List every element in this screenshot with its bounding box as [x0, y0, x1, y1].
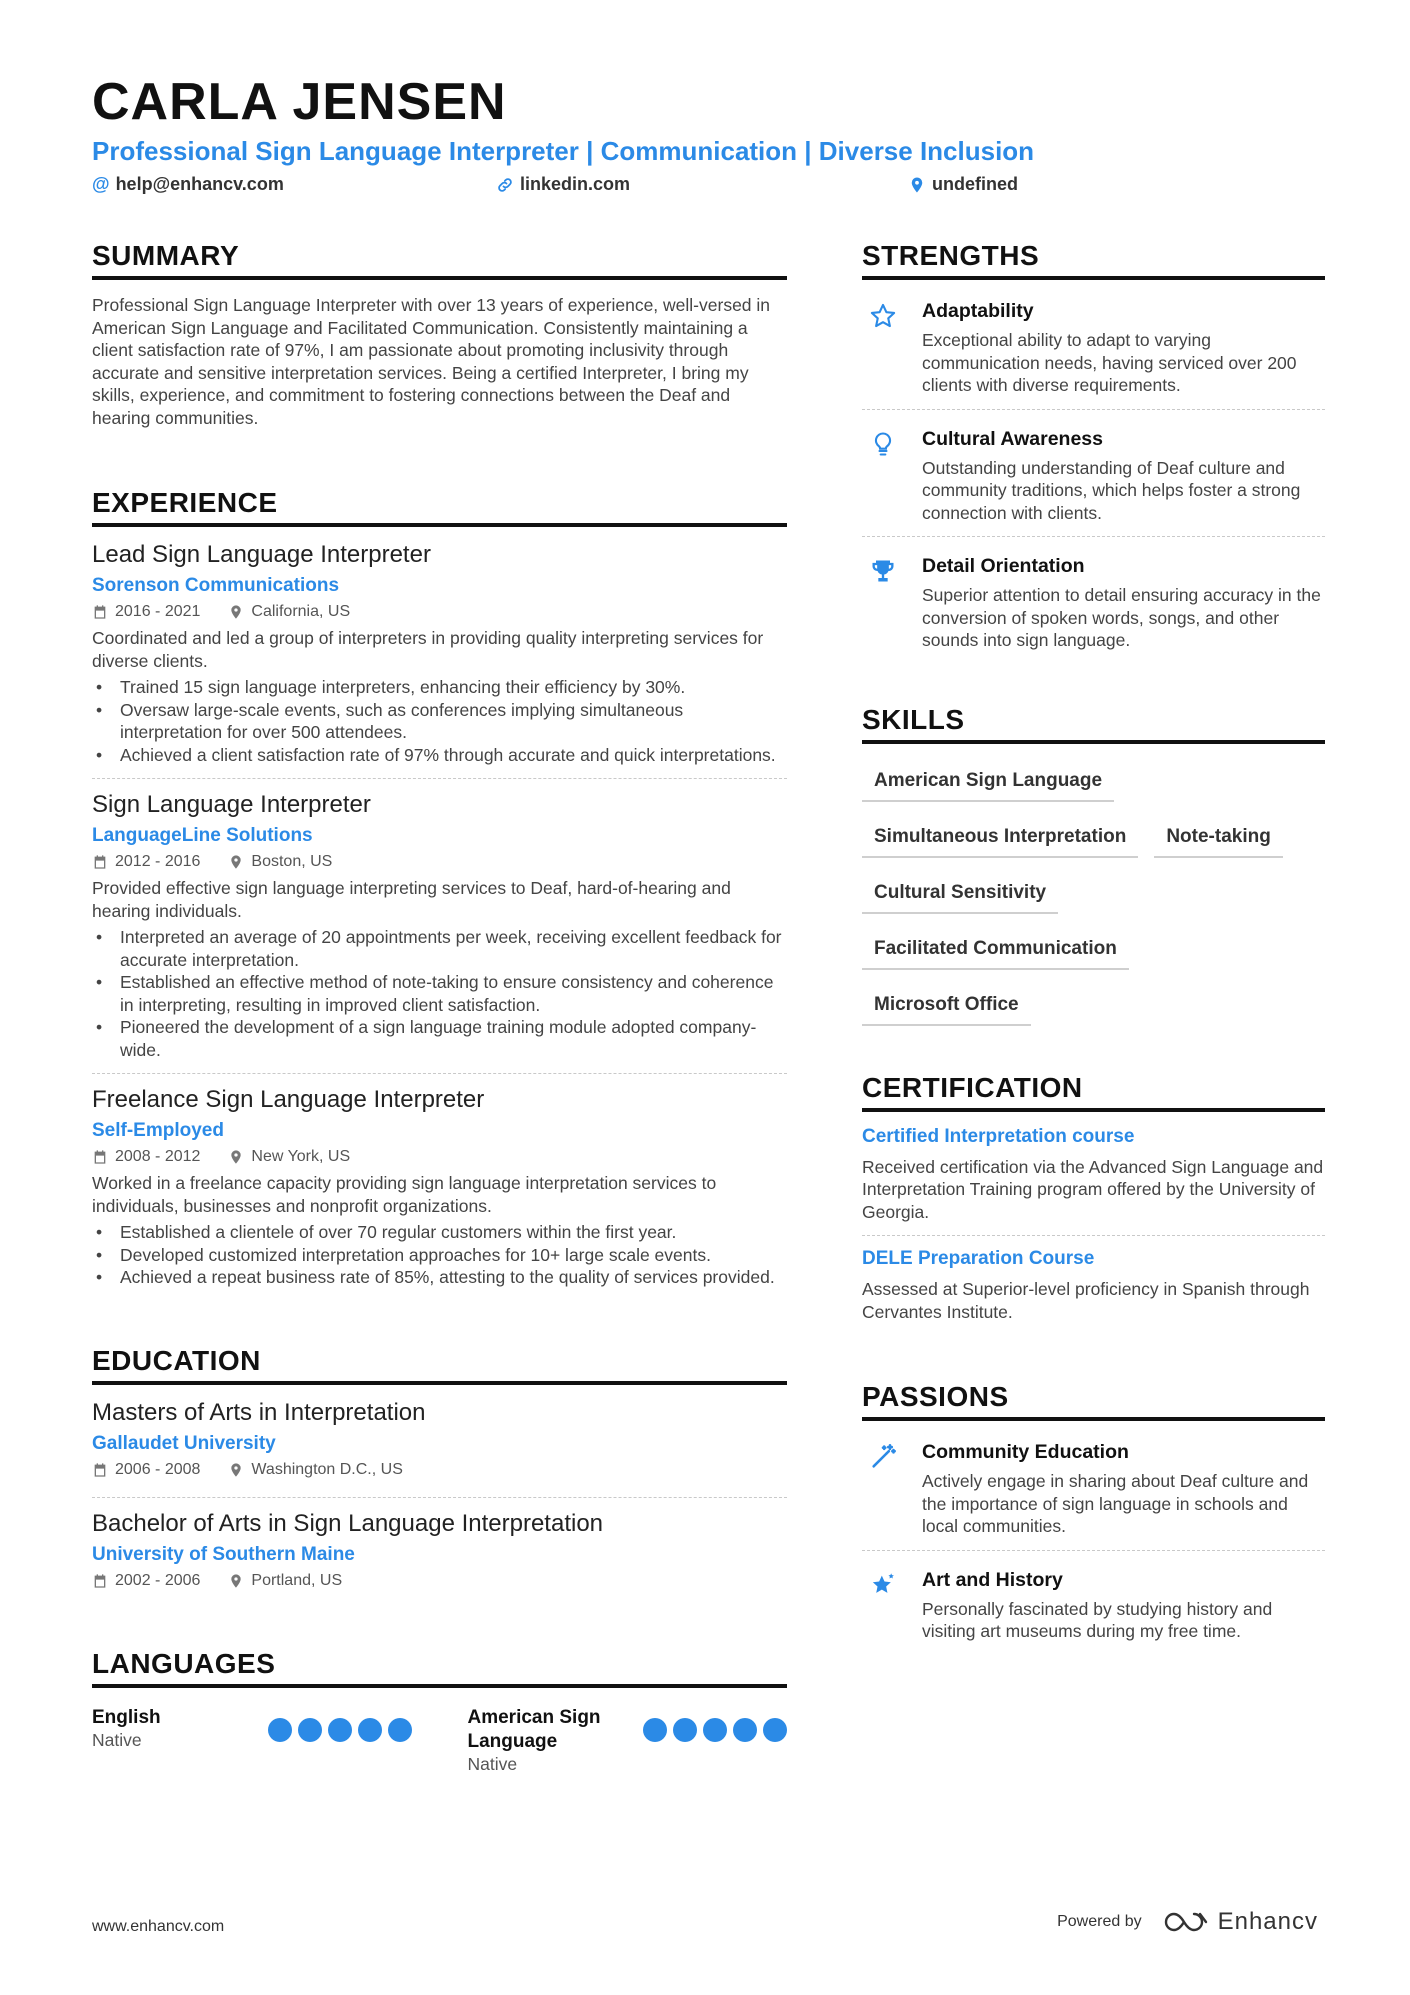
magic-wand-icon: [869, 1443, 897, 1471]
strength-item: [862, 422, 1325, 538]
rating-dot: [328, 1718, 352, 1742]
email-text: help@enhancv.com: [115, 174, 284, 194]
calendar-icon: [92, 1149, 108, 1165]
at-icon: @: [92, 174, 110, 194]
rating-dot: [298, 1718, 322, 1742]
entry-location: California, US: [251, 603, 351, 620]
skill-tag: Note-taking: [1154, 820, 1283, 858]
location-pin-icon: [908, 176, 926, 194]
certification-section: [862, 1072, 1325, 1336]
rating-dot: [388, 1718, 412, 1742]
summary-section: [92, 240, 787, 429]
bullet-item: • Established a clientele of over 70 regular customers within the first year.: [92, 1221, 787, 1244]
location-text: undefined: [932, 174, 1018, 194]
education-section: [92, 1345, 787, 1608]
skill-tag: Facilitated Communication: [862, 932, 1129, 970]
bullet-item: • Achieved a client satisfaction rate of 97% through accurate and quick interpretations.: [92, 744, 787, 767]
experience-title: EXPERIENCE: [92, 487, 787, 527]
passion-item: [862, 1563, 1325, 1655]
bullet-item: • Achieved a repeat business rate of 85%, attesting to the quality of services provided.: [92, 1266, 787, 1289]
calendar-icon: [92, 1462, 108, 1478]
job-title: Lead Sign Language Interpreter: [92, 541, 431, 568]
job-title: Sign Language Interpreter: [92, 791, 371, 818]
education-entry: [92, 1510, 787, 1608]
entry-dates: 2016 - 2021: [115, 603, 201, 620]
bullet-item: • Trained 15 sign language interpreters, enhancing their efficiency by 30%.: [92, 676, 787, 699]
certification-title: CERTIFICATION: [862, 1072, 1325, 1112]
entry-dates: 2012 - 2016: [115, 853, 201, 870]
star-sparkle-icon: [869, 1571, 897, 1599]
language-rating: [643, 1706, 787, 1775]
entry-dates: 2008 - 2012: [115, 1148, 201, 1165]
entry-location: Washington D.C., US: [251, 1460, 403, 1478]
bullet-item: • Pioneered the development of a sign language training module adopted company-wide.: [92, 1016, 787, 1061]
location-pin-icon: [228, 1149, 244, 1165]
passion-item: [862, 1435, 1325, 1551]
enhancv-logo-icon: [1164, 1910, 1210, 1934]
rating-dot: [733, 1718, 757, 1742]
certification-name: Certified Interpretation course: [862, 1125, 1135, 1147]
strength-title: Adaptability: [922, 300, 1034, 322]
passion-text: Personally fascinated by studying history and visiting art museums during my free time.: [922, 1598, 1273, 1641]
languages-list: [92, 1702, 787, 1775]
skill-tag: Microsoft Office: [862, 988, 1031, 1026]
bullet-item: • Oversaw large-scale events, such as conferences implying simultaneous interpretation for over 500 attendees.: [92, 699, 787, 744]
entry-bullets: [92, 1221, 787, 1289]
degree-title: Bachelor of Arts in Sign Language Interpretation: [92, 1509, 604, 1537]
strength-item: [862, 294, 1325, 410]
entry-location: Boston, US: [251, 853, 333, 870]
certification-text: Received certification via the Advanced Sign Language and Interpretation Training program offered by the University of Georgia.: [862, 1156, 1324, 1222]
passion-text: Actively engage in sharing about Deaf culture and the importance of sign language in schools and local communities.: [922, 1471, 1309, 1536]
contact-bar: [92, 174, 1322, 200]
languages-title: LANGUAGES: [92, 1648, 787, 1688]
language-item: [92, 1706, 412, 1775]
language-level: Native: [92, 1729, 142, 1750]
entry-meta: [92, 1572, 787, 1590]
entry-description: Worked in a freelance capacity providing sign language interpretation services to individuals, businesses and nonprofit organizations.: [92, 1173, 717, 1216]
strength-title: Detail Orientation: [922, 555, 1085, 577]
entry-dates: 2002 - 2006: [115, 1571, 201, 1589]
strength-text: Outstanding understanding of Deaf culture and community traditions, which helps foster a strong connection with clients.: [922, 457, 1301, 523]
skill-tag: Cultural Sensitivity: [862, 876, 1058, 914]
language-name: English: [92, 1706, 161, 1728]
language-rating: [268, 1706, 412, 1775]
entry-bullets: [92, 926, 787, 1061]
location-pin-icon: [228, 604, 244, 620]
education-title: EDUCATION: [92, 1345, 787, 1385]
calendar-icon: [92, 604, 108, 620]
entry-location: Portland, US: [251, 1571, 343, 1589]
language-item: [468, 1706, 788, 1775]
company-name: Sorenson Communications: [92, 575, 340, 596]
brand-logo[interactable]: [1164, 1908, 1318, 1936]
school-name: University of Southern Maine: [92, 1543, 355, 1565]
entry-meta: [92, 603, 787, 621]
skills-section: [862, 704, 1325, 1026]
summary-text: Professional Sign Language Interpreter with over 13 years of experience, well-versed in American Sign Language and Facilitated Communication. Consistently maintaining a client satisfaction rate of 97%, I am passionate about promoting inclusivity through accurate and sensitive interpretation services. Being a certified Interpreter, I bring my skills, experience, and commitment to fostering connections between the Deaf and hearing communities.: [92, 295, 771, 428]
passion-title: Art and History: [922, 1568, 1063, 1591]
contact-email[interactable]: [92, 174, 284, 195]
brand-name: Enhancv: [1217, 1908, 1318, 1935]
experience-entry: [92, 1086, 787, 1301]
linkedin-text: linkedin.com: [520, 174, 631, 194]
trophy-icon: [869, 557, 897, 585]
rating-dot: [763, 1718, 787, 1742]
contact-location: [908, 174, 1018, 195]
strengths-section: [862, 240, 1325, 664]
contact-linkedin[interactable]: [496, 174, 630, 195]
headline: Professional Sign Language Interpreter | Communication | Diverse Inclusion: [92, 136, 1035, 166]
calendar-icon: [92, 1573, 108, 1589]
bullet-item: • Developed customized interpretation approaches for 10+ large scale events.: [92, 1244, 787, 1267]
location-pin-icon: [228, 1462, 244, 1478]
powered-by-label: Powered by: [1057, 1913, 1142, 1930]
languages-section: [92, 1648, 787, 1775]
degree-title: Masters of Arts in Interpretation: [92, 1398, 426, 1426]
entry-description: Provided effective sign language interpreting services to Deaf, hard-of-hearing and hearing individuals.: [92, 878, 731, 921]
strength-text: Superior attention to detail ensuring accuracy in the conversion of spoken words, songs, and other sounds into sign language.: [922, 585, 1321, 650]
left-column: [92, 240, 787, 1815]
language-level: Native: [467, 1753, 518, 1774]
entry-description: Coordinated and led a group of interpreters in providing quality interpreting services for diverse clients.: [92, 628, 764, 671]
entry-dates: 2006 - 2008: [115, 1460, 201, 1478]
certification-text: Assessed at Superior-level proficiency in Spanish through Cervantes Institute.: [862, 1279, 1310, 1322]
bullet-item: • Interpreted an average of 20 appointments per week, receiving excellent feedback for accurate interpretation.: [92, 926, 787, 971]
rating-dot: [643, 1718, 667, 1742]
right-column: [862, 240, 1325, 1695]
language-name: American Sign Language: [467, 1706, 601, 1752]
job-title: Freelance Sign Language Interpreter: [92, 1086, 485, 1113]
entry-meta: [92, 853, 787, 871]
calendar-icon: [92, 854, 108, 870]
location-pin-icon: [228, 1573, 244, 1589]
strengths-title: STRENGTHS: [862, 240, 1325, 280]
rating-dot: [358, 1718, 382, 1742]
skill-tag: American Sign Language: [862, 764, 1114, 802]
school-name: Gallaudet University: [92, 1432, 276, 1454]
certification-item: [862, 1248, 1325, 1335]
passions-title: PASSIONS: [862, 1381, 1325, 1421]
rating-dot: [268, 1718, 292, 1742]
company-name: LanguageLine Solutions: [92, 825, 313, 846]
company-name: Self-Employed: [92, 1120, 224, 1141]
location-pin-icon: [228, 854, 244, 870]
candidate-name: CARLA JENSEN: [92, 73, 507, 131]
star-icon: [869, 302, 897, 330]
entry-location: New York, US: [251, 1148, 351, 1165]
rating-dot: [703, 1718, 727, 1742]
skill-tag: Simultaneous Interpretation: [862, 820, 1138, 858]
entry-bullets: [92, 676, 787, 766]
strength-title: Cultural Awareness: [922, 427, 1103, 450]
strength-item: [862, 549, 1325, 664]
certification-name: DELE Preparation Course: [862, 1248, 1095, 1269]
strength-text: Exceptional ability to adapt to varying communication needs, having serviced over 200 clients with diverse requirements.: [922, 330, 1297, 395]
link-icon: [496, 176, 514, 194]
experience-entry: [92, 541, 787, 779]
experience-entry: [92, 791, 787, 1074]
summary-title: SUMMARY: [92, 240, 787, 280]
skills-title: SKILLS: [862, 704, 1325, 744]
experience-section: [92, 487, 787, 1301]
entry-meta: [92, 1148, 787, 1166]
passions-section: [862, 1381, 1325, 1655]
passion-title: Community Education: [922, 1441, 1129, 1463]
footer-website[interactable]: www.enhancv.com: [92, 1918, 225, 1935]
certification-item: [862, 1126, 1325, 1237]
bullet-item: • Established an effective method of note-taking to ensure consistency and coherence in interpreting, resulting in improved client satisfaction.: [92, 971, 787, 1016]
skills-list: [862, 758, 1325, 1026]
rating-dot: [673, 1718, 697, 1742]
footer-branding: [1057, 1908, 1318, 1936]
education-entry: [92, 1399, 787, 1498]
lightbulb-icon: [869, 430, 897, 458]
entry-meta: [92, 1461, 787, 1479]
